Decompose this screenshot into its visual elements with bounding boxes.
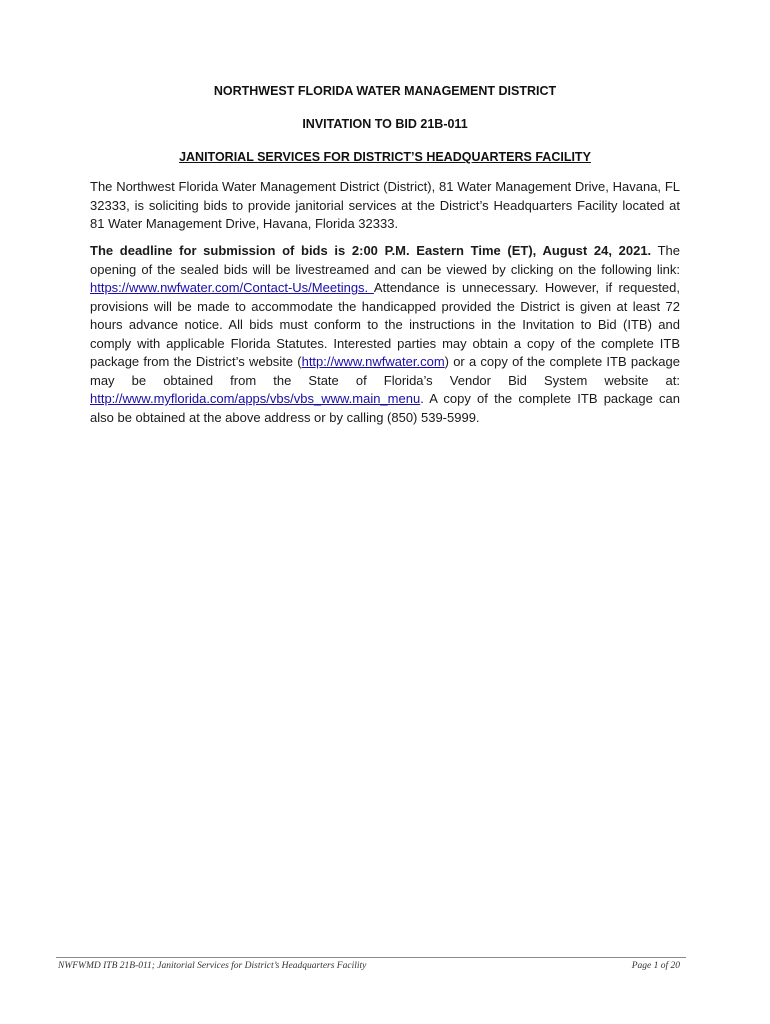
invitation-title: INVITATION TO BID 21B-011	[302, 117, 468, 131]
deadline-paragraph	[90, 242, 680, 427]
services-title: JANITORIAL SERVICES FOR DISTRICT’S HEADQUARTERS FACILITY	[179, 150, 591, 164]
meetings-link[interactable]: https://www.nwfwater.com/Contact-Us/Meetings.	[90, 280, 374, 295]
myflorida-link[interactable]: http://www.myflorida.com/apps/vbs/vbs_www.main_menu	[90, 391, 421, 406]
page-number: Page 1 of 20	[631, 961, 680, 971]
contact-text: . A copy of the complete ITB package can also be obtained at the above address or by calling (850) 539-5999.	[90, 391, 680, 425]
livestream-text: The opening of the sealed bids will be livestreamed and can be viewed by clicking on the following link:	[90, 243, 681, 277]
intro-paragraph: The Northwest Florida Water Management District (District), 81 Water Management Drive, Havana, FL 32333, is soliciting bids to provide janitorial services at the District’s Headquarters Facility located at 81 Water Management Drive, Havana, Florida 32333.	[90, 179, 680, 231]
footer-document-title: NWFWMD ITB 21B-011; Janitorial Services for District’s Headquarters Facility	[58, 961, 367, 971]
footer-divider	[56, 957, 686, 958]
attendance-text: Attendance is unnecessary. However, if requested, provisions will be made to accommodate the handicapped provided the District is given at least 72 hours advance notice. All bids must conform to the instructions in the Invitation to Bid (ITB) and comply with applicable Florida Statutes. Interested parties may obtain a copy of the complete ITB package from the District’s website (	[90, 280, 680, 369]
agency-title: NORTHWEST FLORIDA WATER MANAGEMENT DISTRICT	[213, 84, 557, 98]
deadline-statement: The deadline for submission of bids is 2:00 P.M. Eastern Time (ET), August 24, 2021.	[90, 243, 652, 258]
vendor-bid-text: ) or a copy of the complete ITB package may be obtained from the State of Florida’s Vendor Bid System website at:	[90, 354, 681, 388]
nwfwater-link[interactable]: http://www.nwfwater.com	[301, 354, 445, 369]
